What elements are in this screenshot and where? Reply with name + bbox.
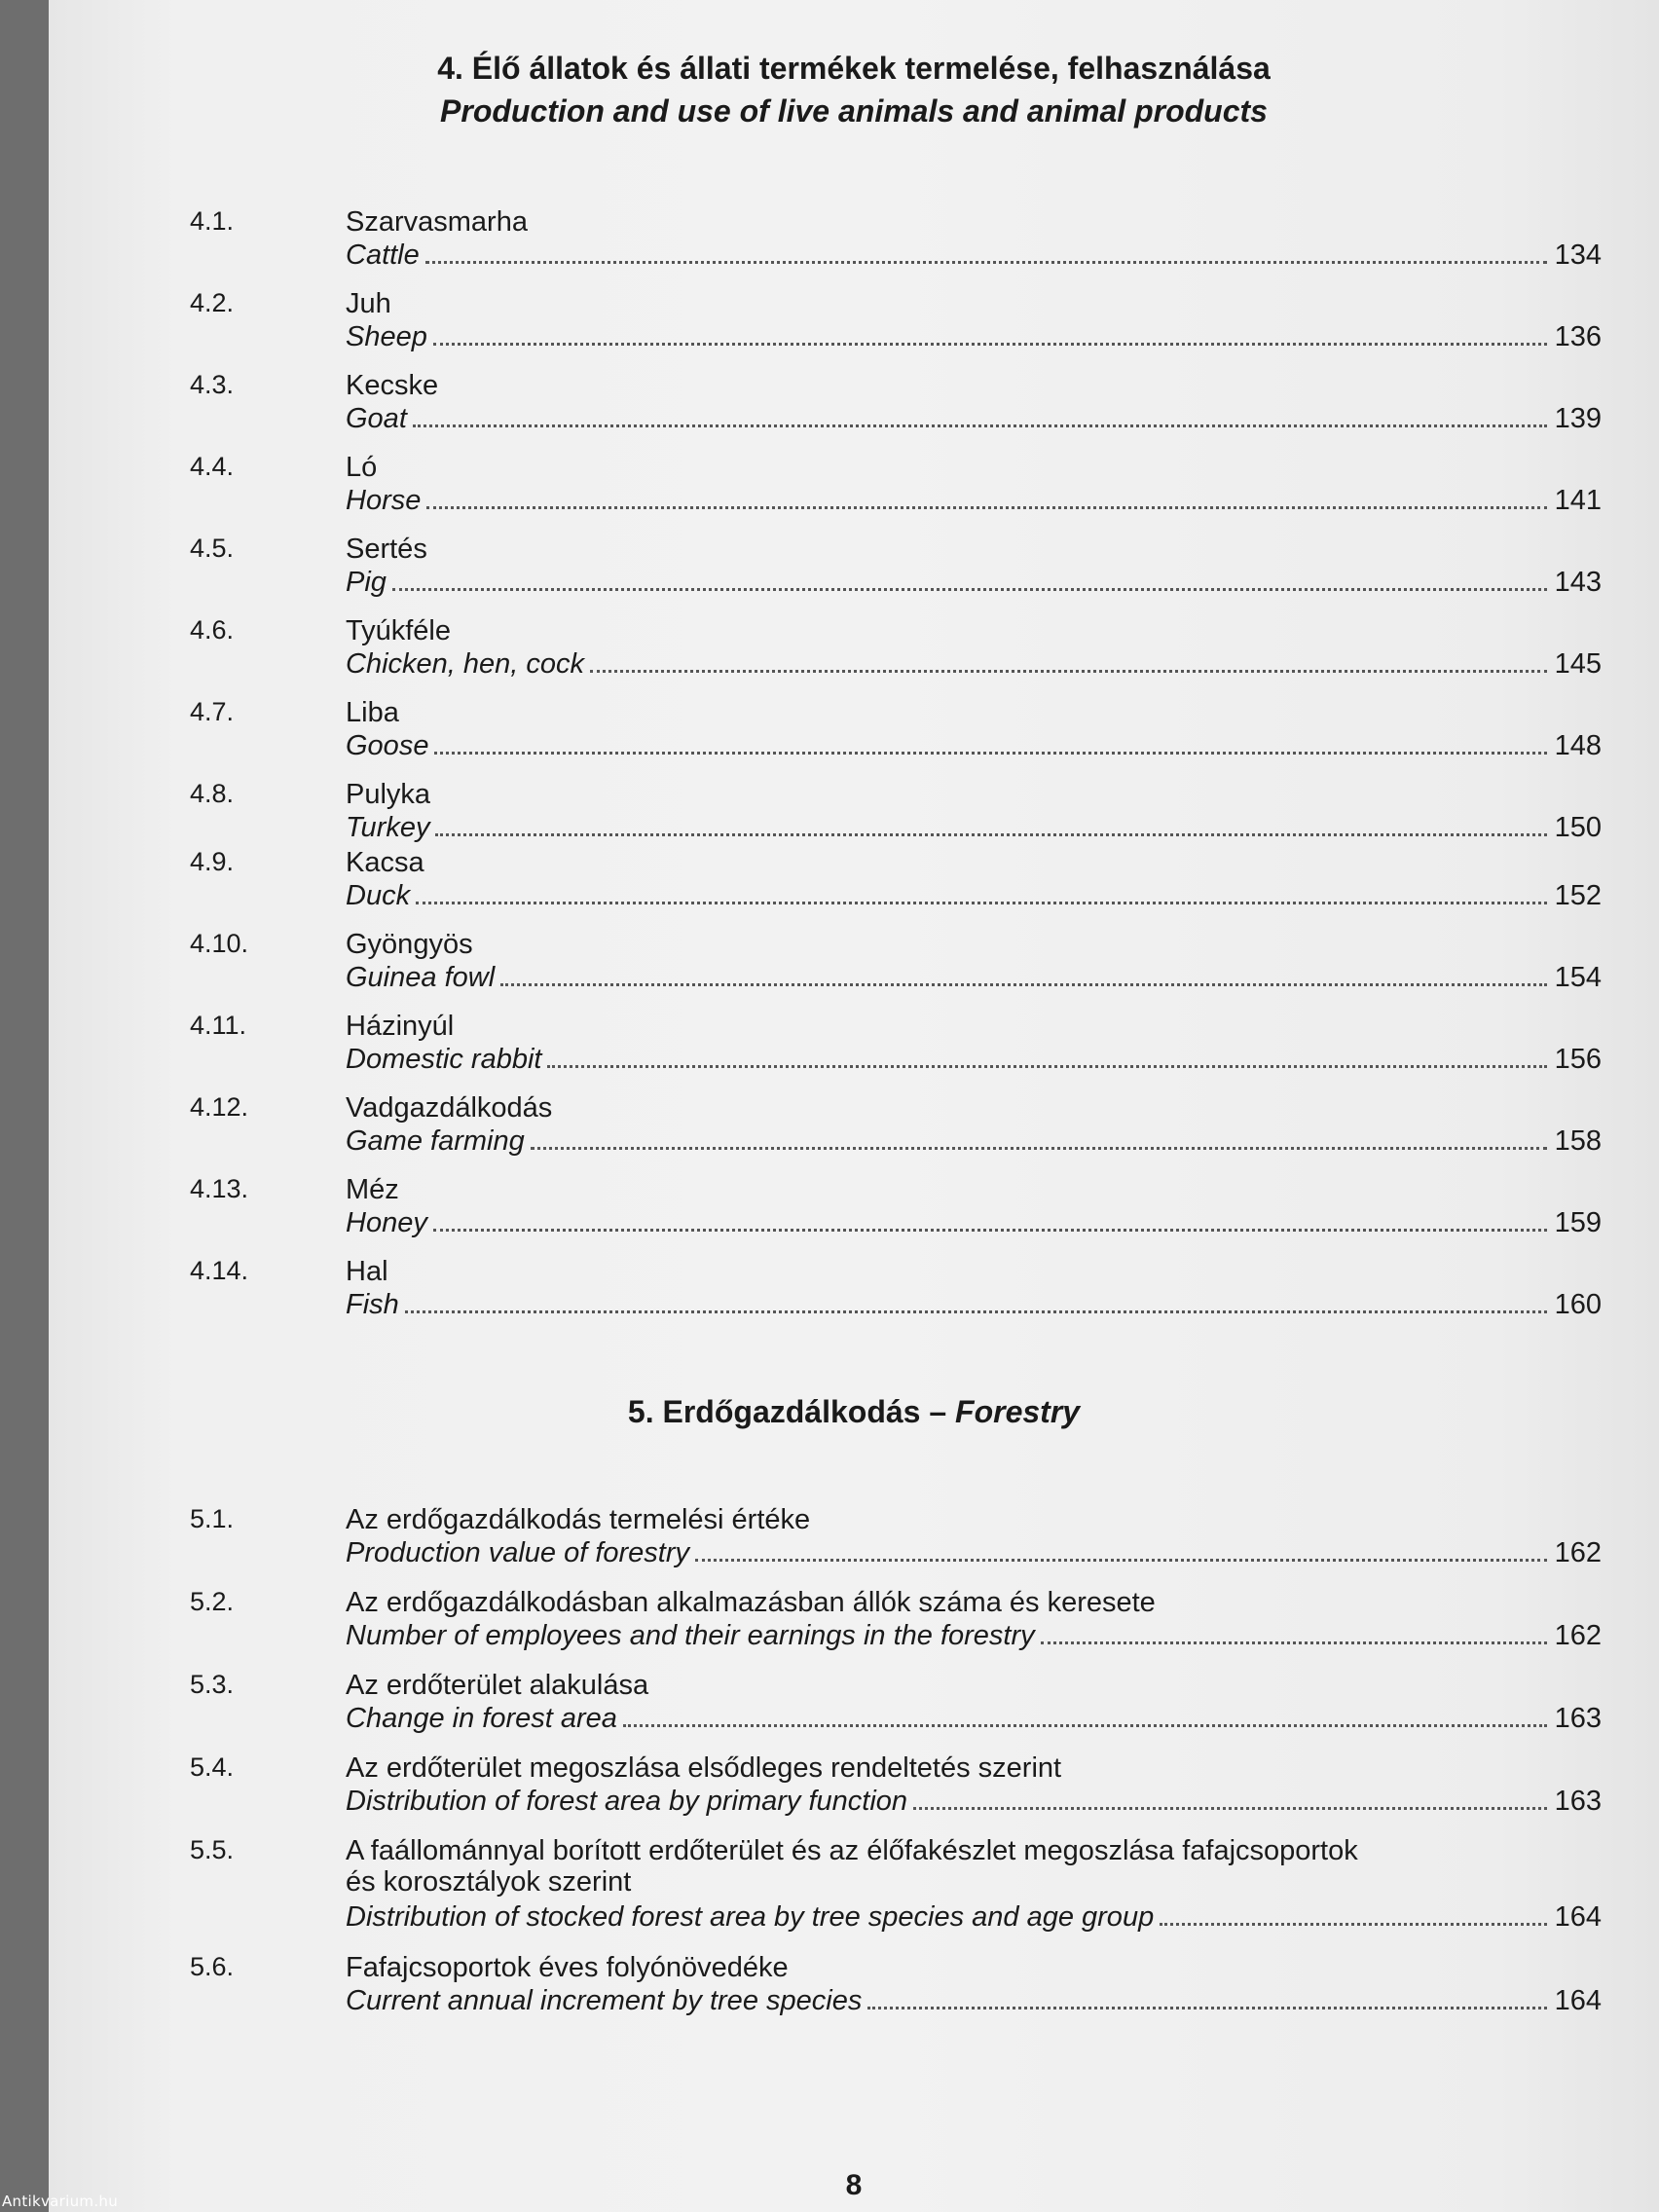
- toc-entry-title-en: Horse: [346, 485, 422, 516]
- toc-entry-title-en: Current annual increment by tree species: [346, 1985, 863, 2016]
- toc-entry-title-en: Duck: [346, 880, 411, 911]
- toc-entry-title-hu: Az erdőterület megoszlása elsődleges rendeltetés szerint: [346, 1752, 1062, 1784]
- toc-entry-title-en: Cattle: [346, 240, 420, 271]
- toc-entry-page: 139: [1554, 403, 1602, 434]
- page-number: 8: [845, 2169, 863, 2201]
- toc-entry-page: 141: [1554, 485, 1602, 516]
- toc-entry-page: 150: [1554, 812, 1602, 843]
- toc-entry-page: 152: [1554, 880, 1602, 911]
- toc-entry-title-en: Number of employees and their earnings in the forestry: [346, 1620, 1035, 1651]
- toc-entry-title-en: Domestic rabbit: [346, 1044, 542, 1075]
- toc-entry-page: 162: [1554, 1620, 1602, 1651]
- toc-entry-number: 4.9.: [190, 847, 235, 876]
- toc-entry-title-hu: Gyöngyös: [346, 929, 473, 960]
- toc-entry-number: 5.5.: [190, 1835, 235, 1864]
- toc-entry-title-en: Distribution of stocked forest area by tree species and age group: [346, 1901, 1155, 1933]
- toc-entry-line: [346, 1620, 1602, 1652]
- toc-entry-title-hu: Vadgazdálkodás: [346, 1092, 553, 1124]
- toc-entry-title-en: Production value of forestry: [346, 1537, 690, 1568]
- toc-entry-number: 4.4.: [190, 452, 235, 481]
- toc-entry-title-hu: Az erdőterület alakulása: [346, 1670, 649, 1701]
- toc-entry-page: 134: [1554, 240, 1602, 271]
- toc-entry-number: 4.14.: [190, 1256, 249, 1285]
- toc-entry-title-hu: Kacsa: [346, 847, 424, 878]
- toc-entry-line: [346, 1985, 1602, 2017]
- dot-leader: [867, 2007, 1546, 2009]
- toc-entry-page: 136: [1554, 321, 1602, 352]
- toc-entry-title-hu: Tyúkféle: [346, 615, 451, 646]
- toc-entry-line: [346, 1786, 1602, 1818]
- toc-entry-title-hu: Szarvasmarha: [346, 206, 528, 238]
- toc-entry-line: [346, 1901, 1602, 1934]
- toc-entry-page: 148: [1554, 730, 1602, 761]
- toc-entry-title-hu: Liba: [346, 697, 399, 728]
- toc-entry-number: 4.2.: [190, 288, 235, 317]
- toc-entry-title-en: Honey: [346, 1207, 427, 1238]
- toc-entry-title-en: Goat: [346, 403, 407, 434]
- dot-leader: [913, 1807, 1547, 1810]
- toc-entry-title-en: Game farming: [346, 1125, 525, 1157]
- toc-entry-title-en: Guinea fowl: [346, 962, 496, 993]
- toc-entry-title-hu: Juh: [346, 288, 391, 319]
- toc-entry-title-en: Goose: [346, 730, 429, 761]
- toc-entry-line: [346, 1703, 1602, 1735]
- toc-entry-title-hu: Méz: [346, 1174, 399, 1205]
- toc-entry-page: 154: [1554, 962, 1602, 993]
- toc-entry-number: 5.1.: [190, 1504, 235, 1533]
- toc-entry-title-hu: Kecske: [346, 370, 439, 401]
- toc-entry-title-hu: Hal: [346, 1256, 388, 1287]
- toc-entry-page: 160: [1554, 1289, 1602, 1320]
- watermark: Antikvarium.hu: [2, 2193, 119, 2210]
- toc-entry-page: 163: [1554, 1786, 1602, 1817]
- document-page: [49, 0, 1659, 2212]
- toc-entry-title-hu: Házinyúl: [346, 1011, 455, 1042]
- toc-entry-title-hu: Az erdőgazdálkodás termelési értéke: [346, 1504, 811, 1535]
- toc-entry-number: 4.12.: [190, 1092, 249, 1122]
- toc-entry-title-hu: Fafajcsoportok éves folyónövedéke: [346, 1952, 789, 1983]
- toc-entry-title-en: Fish: [346, 1289, 399, 1320]
- toc-entry-title-hu-continued: és korosztályok szerint: [346, 1866, 632, 1898]
- toc-entry-title-hu: Ló: [346, 452, 378, 483]
- toc-entry-number: 5.4.: [190, 1752, 235, 1782]
- section-5-title-hu: 5. Erdőgazdálkodás –: [627, 1394, 947, 1429]
- toc-entry-page: 164: [1554, 1901, 1602, 1933]
- toc-entry-title-en: Pig: [346, 567, 387, 598]
- toc-entry-page: 164: [1554, 1985, 1602, 2016]
- dot-leader: [1041, 1641, 1547, 1644]
- toc-entry-number: 4.7.: [190, 697, 235, 726]
- section-5-entries: [49, 0, 1659, 2212]
- toc-entry-title-en: Distribution of forest area by primary function: [346, 1786, 908, 1817]
- section-4-title-en: Production and use of live animals and animal products: [440, 93, 1268, 129]
- dot-leader: [1160, 1923, 1546, 1926]
- toc-entry-title-en: Change in forest area: [346, 1703, 617, 1734]
- toc-entry-number: 4.10.: [190, 929, 249, 958]
- toc-entry-line: [346, 1537, 1602, 1569]
- toc-entry-title-hu: A faállománnyal borított erdőterület és az élőfakészlet megoszlása fafajcsoportok: [346, 1835, 1358, 1866]
- toc-entry-number: 4.5.: [190, 534, 235, 563]
- toc-entry-page: 162: [1554, 1537, 1602, 1568]
- dot-leader: [623, 1724, 1547, 1727]
- toc-entry-page: 159: [1554, 1207, 1602, 1238]
- toc-entry-title-hu: Az erdőgazdálkodásban alkalmazásban állók száma és keresete: [346, 1587, 1156, 1618]
- toc-entry-title-en: Sheep: [346, 321, 427, 352]
- toc-entry-page: 156: [1554, 1044, 1602, 1075]
- toc-entry-number: 5.6.: [190, 1952, 235, 1981]
- toc-entry-title-hu: Pulyka: [346, 779, 431, 810]
- toc-entry-number: 4.1.: [190, 206, 235, 236]
- toc-entry-page: 143: [1554, 567, 1602, 598]
- toc-entry-number: 4.8.: [190, 779, 235, 808]
- toc-entry-number: 5.2.: [190, 1587, 235, 1616]
- toc-entry-number: 4.6.: [190, 615, 235, 645]
- toc-entry-number: 5.3.: [190, 1670, 235, 1699]
- section-5-title-en: Forestry: [955, 1394, 1081, 1429]
- section-4-title-hu: 4. Élő állatok és állati termékek termelése, felhasználása: [437, 51, 1271, 86]
- toc-entry-number: 4.11.: [190, 1011, 247, 1040]
- toc-entry-title-hu: Sertés: [346, 534, 427, 565]
- toc-entry-page: 145: [1554, 648, 1602, 680]
- toc-entry-number: 4.3.: [190, 370, 235, 399]
- toc-entry-number: 4.13.: [190, 1174, 249, 1203]
- toc-entry-page: 158: [1554, 1125, 1602, 1157]
- toc-entry-title-en: Chicken, hen, cock: [346, 648, 585, 680]
- toc-entry-title-en: Turkey: [346, 812, 430, 843]
- toc-entry-page: 163: [1554, 1703, 1602, 1734]
- dot-leader: [695, 1559, 1547, 1562]
